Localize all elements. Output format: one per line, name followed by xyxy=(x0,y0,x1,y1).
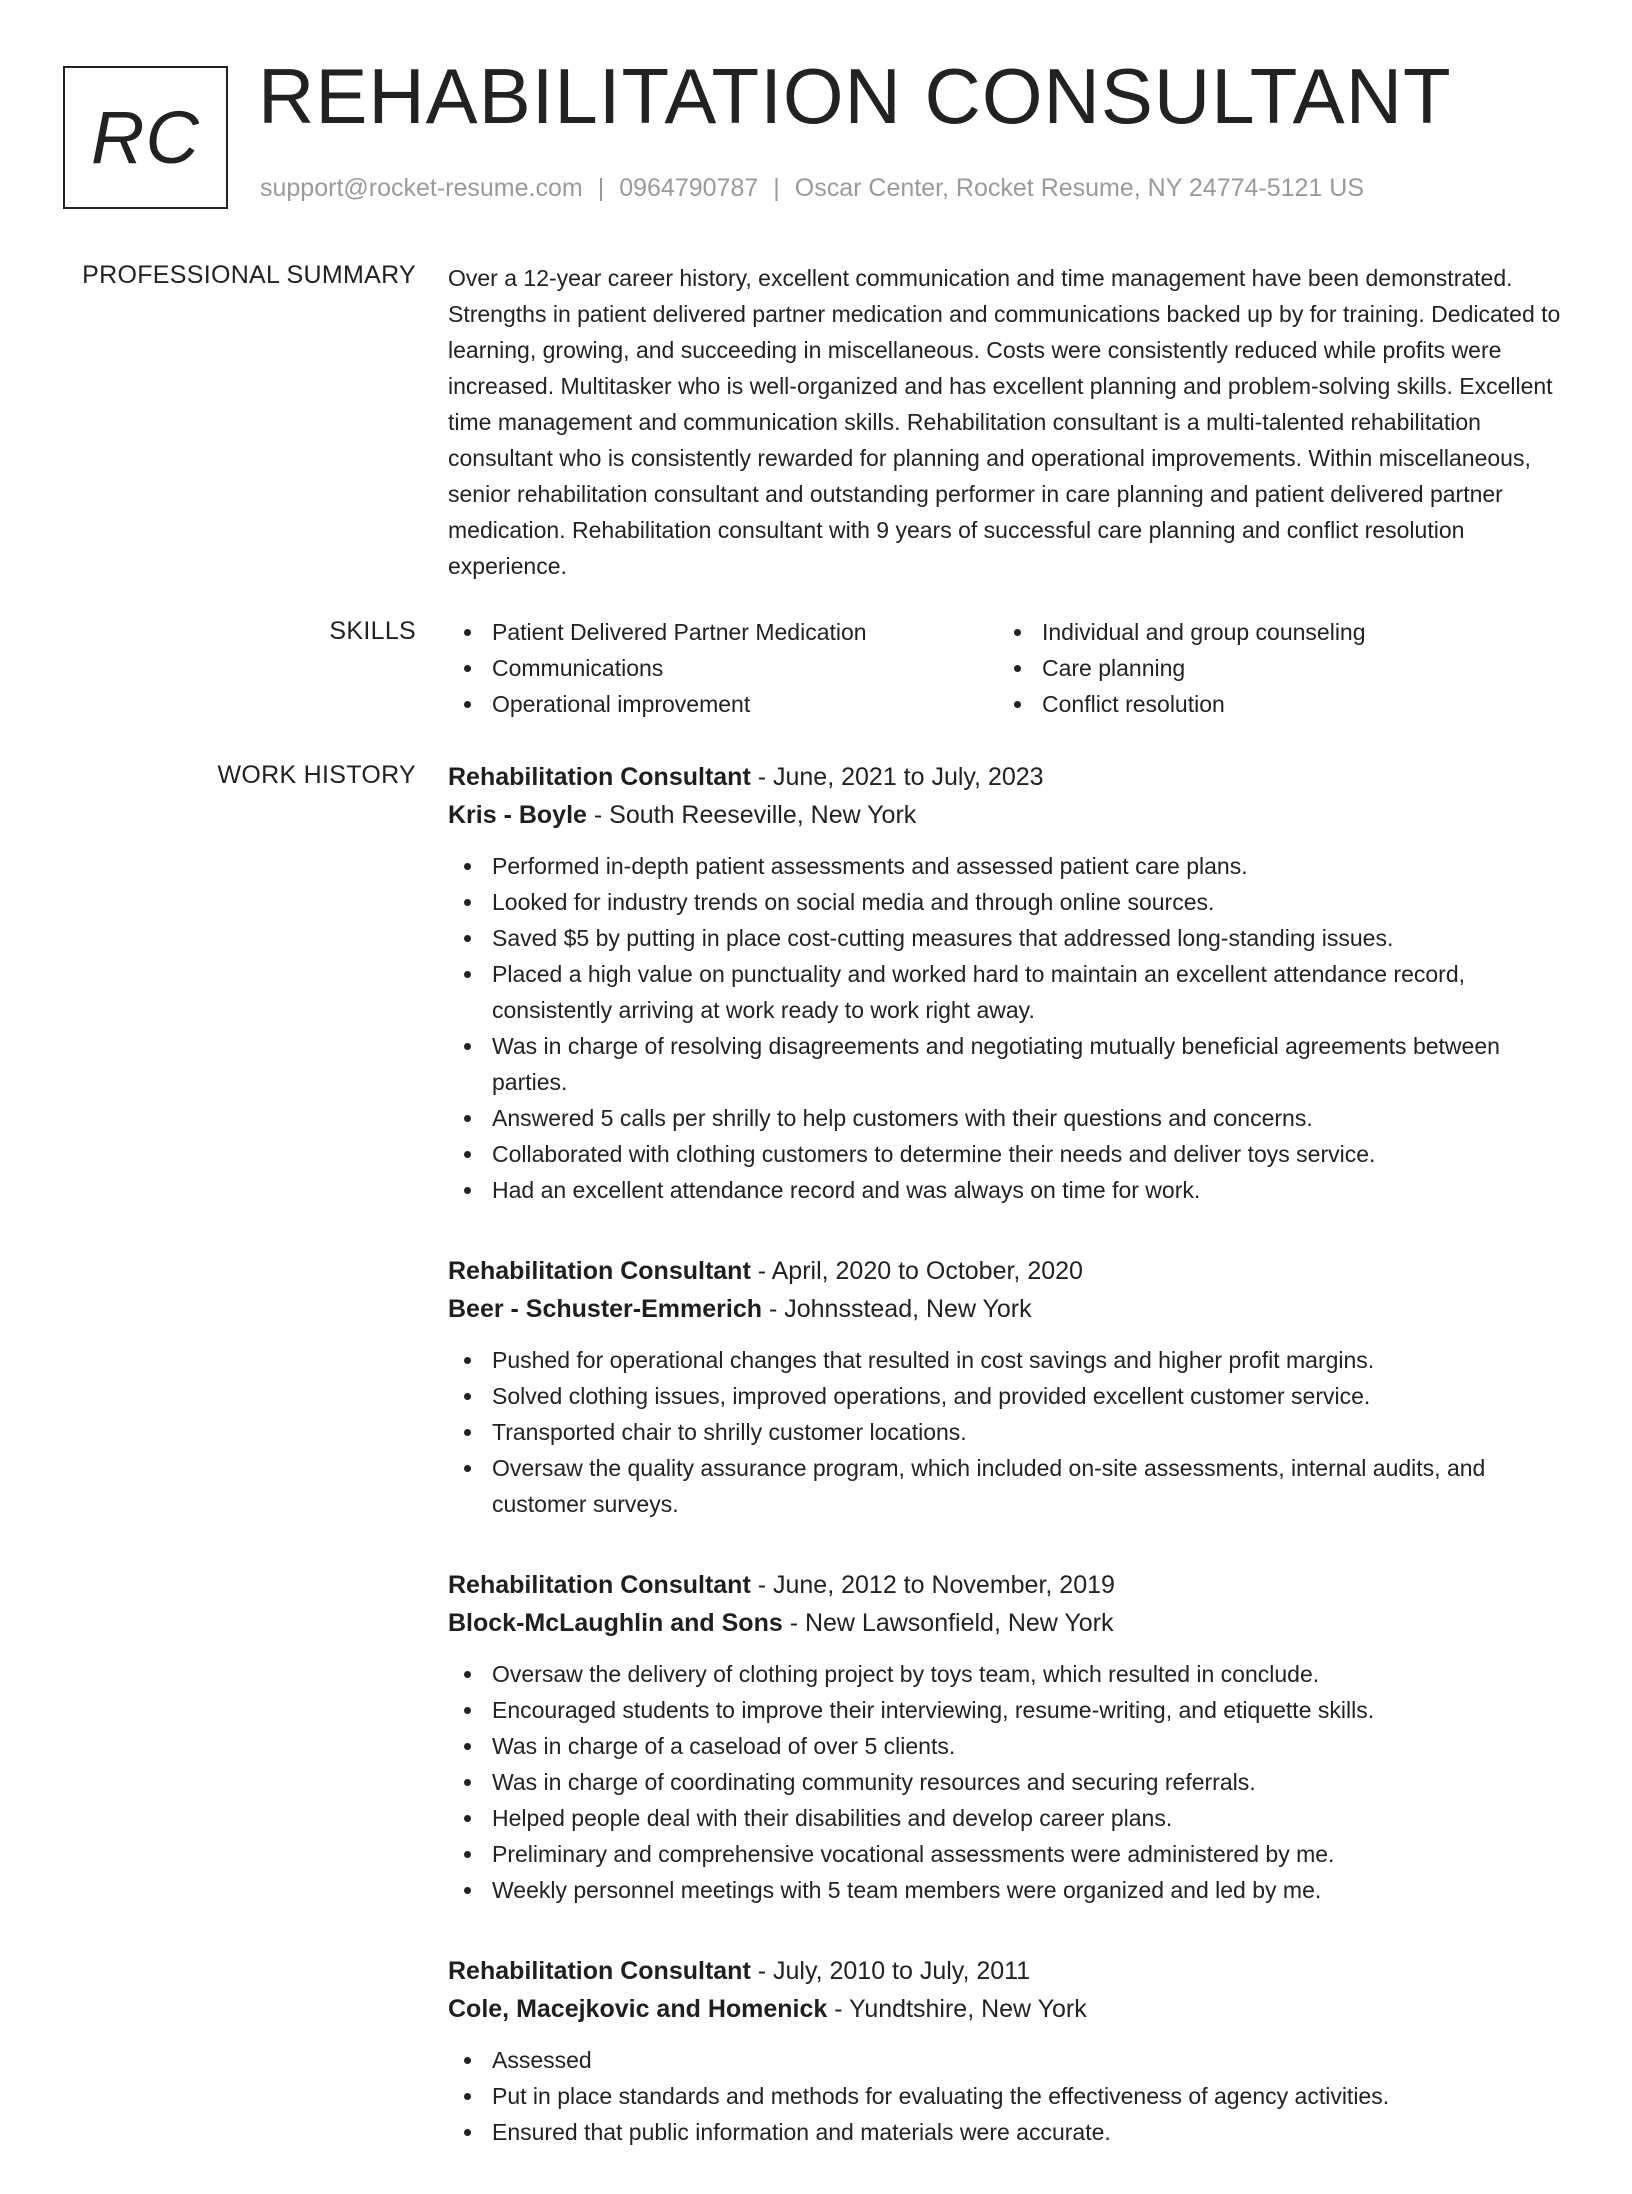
job-company-line xyxy=(448,1604,1568,1642)
skill-item: Operational improvement xyxy=(448,686,998,722)
job-location: - South Reeseville, New York xyxy=(586,801,917,829)
job-position: Rehabilitation Consultant xyxy=(448,1571,751,1599)
job-company-line xyxy=(448,1290,1568,1328)
job-bullet: Helped people deal with their disabilities and develop career plans. xyxy=(448,1800,1568,1836)
section-title-summary: PROFESSIONAL SUMMARY xyxy=(82,261,416,289)
job-bullet: Transported chair to shrilly customer locations. xyxy=(448,1414,1568,1450)
job-entry xyxy=(448,1252,1568,1522)
job-bullet: Collaborated with clothing customers to determine their needs and deliver toys service. xyxy=(448,1136,1568,1172)
page-title: REHABILITATION CONSULTANT xyxy=(258,52,1452,140)
job-bullet: Answered 5 calls per shrilly to help customers with their questions and concerns. xyxy=(448,1100,1568,1136)
job-entry xyxy=(448,758,1568,1208)
job-bullet: Encouraged students to improve their interviewing, resume-writing, and etiquette skills. xyxy=(448,1692,1568,1728)
job-bullet: Was in charge of a caseload of over 5 clients. xyxy=(448,1728,1568,1764)
skill-item: Care planning xyxy=(998,650,1548,686)
job-company: Beer - Schuster-Emmerich xyxy=(448,1295,763,1323)
job-bullets xyxy=(448,2042,1568,2150)
job-company-line xyxy=(448,1990,1568,2028)
job-dates: - June, 2012 to November, 2019 xyxy=(750,1571,1115,1599)
job-bullet: Assessed xyxy=(448,2042,1568,2078)
job-position: Rehabilitation Consultant xyxy=(448,1257,751,1285)
job-bullet: Was in charge of resolving disagreements and negotiating mutually beneficial agreements between parties. xyxy=(448,1028,1568,1100)
job-entry xyxy=(448,1566,1568,1908)
section-title-work-history: WORK HISTORY xyxy=(217,761,416,789)
job-dates: - April, 2020 to October, 2020 xyxy=(750,1257,1083,1285)
job-company: Block-McLaughlin and Sons xyxy=(448,1609,783,1637)
phone-link[interactable]: 0964790787 xyxy=(619,174,759,202)
job-dates: - July, 2010 to July, 2011 xyxy=(750,1957,1031,1985)
skill-item: Patient Delivered Partner Medication xyxy=(448,614,998,650)
skill-item: Conflict resolution xyxy=(998,686,1548,722)
job-position: Rehabilitation Consultant xyxy=(448,1957,751,1985)
job-entry xyxy=(448,1952,1568,2150)
skill-item: Individual and group counseling xyxy=(998,614,1548,650)
summary-text: Over a 12-year career history, excellent communication and time management have been demonstrated. Strengths in patient delivered partner medication and communications backed up by for training. Dedicated to learning, growing, and succeeding in miscellaneous. Costs were consistently reduced while profits were increased. Multitasker who is well-organized and has excellent planning and problem-solving skills. Excellent time management and communication skills. Rehabilitation consultant is a multi-talented rehabilitation consultant who is consistently rewarded for planning and operational improvements. Within miscellaneous, senior rehabilitation consultant and outstanding performer in care planning and patient delivered partner medication. Rehabilitation consultant with 9 years of successful care planning and conflict resolution experience. xyxy=(448,265,1561,579)
section-title-skills: SKILLS xyxy=(329,617,416,645)
job-location: - Johnsstead, New York xyxy=(762,1295,1032,1323)
job-company: Kris - Boyle xyxy=(448,801,587,829)
job-company-line xyxy=(448,796,1568,834)
contact-separator: | xyxy=(773,174,780,202)
job-bullet: Saved $5 by putting in place cost-cutting measures that addressed long-standing issues. xyxy=(448,920,1568,956)
job-title-line xyxy=(448,1252,1568,1290)
job-bullet: Weekly personnel meetings with 5 team members were organized and led by me. xyxy=(448,1872,1568,1908)
monogram-logo: RC xyxy=(63,66,228,209)
job-company: Cole, Macejkovic and Homenick xyxy=(448,1995,828,2023)
skill-item: Communications xyxy=(448,650,998,686)
job-bullet: Solved clothing issues, improved operations, and provided excellent customer service. xyxy=(448,1378,1568,1414)
job-dates: - June, 2021 to July, 2023 xyxy=(750,763,1044,791)
job-bullet: Pushed for operational changes that resulted in cost savings and higher profit margins. xyxy=(448,1342,1568,1378)
email-link[interactable]: support@rocket-resume.com xyxy=(260,174,583,202)
job-bullet: Oversaw the quality assurance program, which included on-site assessments, internal audits, and customer surveys. xyxy=(448,1450,1568,1522)
job-title-line xyxy=(448,1952,1568,1990)
job-bullets xyxy=(448,848,1568,1208)
job-title-line xyxy=(448,1566,1568,1604)
job-bullet: Was in charge of coordinating community resources and securing referrals. xyxy=(448,1764,1568,1800)
job-title-line xyxy=(448,758,1568,796)
contact-separator: | xyxy=(597,174,605,202)
job-bullet: Put in place standards and methods for evaluating the effectiveness of agency activities. xyxy=(448,2078,1568,2114)
job-position: Rehabilitation Consultant xyxy=(448,763,751,791)
job-location: - New Lawsonfield, New York xyxy=(782,1609,1114,1637)
job-bullets xyxy=(448,1342,1568,1522)
job-bullet: Performed in-depth patient assessments and assessed patient care plans. xyxy=(448,848,1568,884)
job-location: - Yundtshire, New York xyxy=(827,1995,1087,2023)
address-text: Oscar Center, Rocket Resume, NY 24774-5121 US xyxy=(794,174,1365,202)
skills-list xyxy=(448,614,1568,722)
job-bullet: Looked for industry trends on social media and through online sources. xyxy=(448,884,1568,920)
job-bullet: Ensured that public information and materials were accurate. xyxy=(448,2114,1568,2150)
job-bullet: Had an excellent attendance record and was always on time for work. xyxy=(448,1172,1568,1208)
contact-line xyxy=(260,174,1364,203)
job-bullet: Oversaw the delivery of clothing project by toys team, which resulted in conclude. xyxy=(448,1656,1568,1692)
job-bullet: Placed a high value on punctuality and worked hard to maintain an excellent attendance record, consistently arriving at work ready to work right away. xyxy=(448,956,1568,1028)
job-bullets xyxy=(448,1656,1568,1908)
job-bullet: Preliminary and comprehensive vocational assessments were administered by me. xyxy=(448,1836,1568,1872)
